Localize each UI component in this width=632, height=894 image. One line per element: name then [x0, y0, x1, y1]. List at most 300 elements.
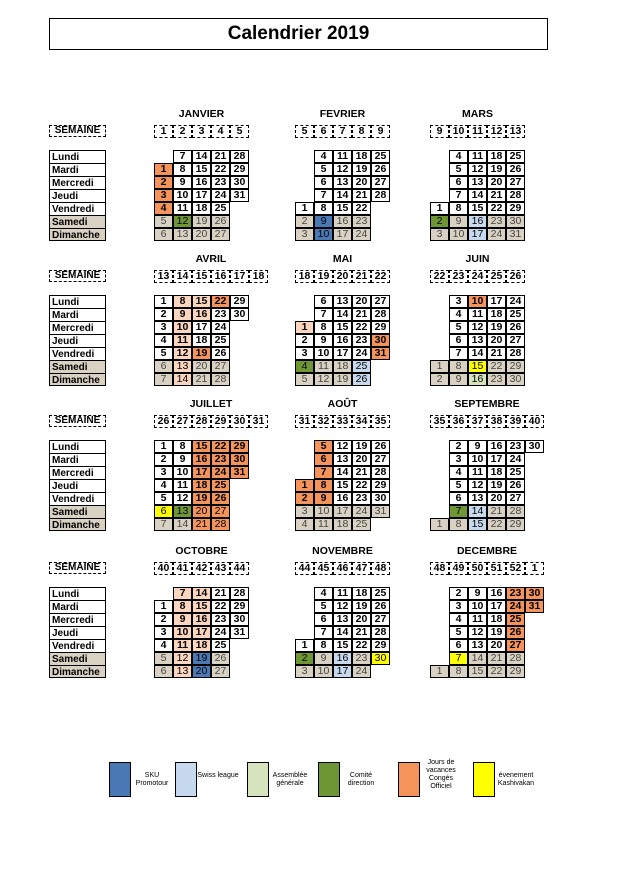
- day-cell: 25: [211, 334, 230, 347]
- week-number: 31: [295, 415, 314, 428]
- day-cell: 13: [173, 360, 192, 373]
- week-number: 36: [449, 415, 468, 428]
- day-cell: 27: [211, 505, 230, 518]
- week-number: 48: [430, 562, 449, 575]
- day-cell: 26: [211, 215, 230, 228]
- week-number: 41: [173, 562, 192, 575]
- day-cell: 20: [192, 360, 211, 373]
- day-cell: 23: [211, 613, 230, 626]
- day-cell: 14: [192, 587, 211, 600]
- day-cell: 14: [468, 347, 487, 360]
- day-cell: 20: [192, 665, 211, 678]
- day-cell: 14: [173, 518, 192, 531]
- month-name: SEPTEMBRE: [454, 398, 520, 410]
- day-cell: 24: [352, 505, 371, 518]
- legend-label-event: évenement Kashivakan: [497, 772, 535, 787]
- day-cell: 15: [333, 639, 352, 652]
- legend-label-comite: Comité direction: [347, 772, 375, 787]
- day-cell: 12: [333, 440, 352, 453]
- day-cell: 22: [487, 665, 506, 678]
- day-cell: 28: [371, 189, 390, 202]
- week-number: 34: [352, 415, 371, 428]
- week-number: 26: [506, 270, 525, 283]
- day-cell: 28: [230, 587, 249, 600]
- day-cell: 27: [371, 176, 390, 189]
- day-cell: 1: [154, 600, 173, 613]
- day-label-vendredi: Vendredi: [49, 639, 106, 652]
- week-number: 18: [295, 270, 314, 283]
- day-cell: 5: [314, 440, 333, 453]
- day-cell: 15: [468, 665, 487, 678]
- day-cell: 20: [352, 295, 371, 308]
- day-cell: 11: [314, 518, 333, 531]
- day-cell: 21: [352, 189, 371, 202]
- day-cell: 16: [192, 308, 211, 321]
- day-cell: 4: [154, 202, 173, 215]
- day-cell: 17: [333, 347, 352, 360]
- day-cell: 30: [230, 613, 249, 626]
- day-cell: 23: [487, 215, 506, 228]
- day-label-samedi: Samedi: [49, 505, 106, 518]
- day-cell: 21: [487, 652, 506, 665]
- week-number: 29: [211, 415, 230, 428]
- day-cell: 16: [333, 334, 352, 347]
- week-number: 21: [352, 270, 371, 283]
- day-cell: 26: [211, 492, 230, 505]
- day-cell: 12: [468, 163, 487, 176]
- day-cell: 17: [333, 228, 352, 241]
- day-cell: 1: [295, 479, 314, 492]
- day-cell: 23: [352, 334, 371, 347]
- day-cell: 9: [449, 373, 468, 386]
- day-cell: 5: [314, 163, 333, 176]
- day-cell: 16: [487, 587, 506, 600]
- day-label-lundi: Lundi: [49, 587, 106, 600]
- day-cell: 22: [487, 360, 506, 373]
- day-cell: 5: [449, 321, 468, 334]
- day-cell: 23: [506, 587, 525, 600]
- day-label-vendredi: Vendredi: [49, 202, 106, 215]
- day-cell: 5: [154, 215, 173, 228]
- day-cell: 2: [295, 492, 314, 505]
- day-cell: 3: [154, 189, 173, 202]
- day-cell: 6: [154, 505, 173, 518]
- day-cell: 5: [154, 347, 173, 360]
- day-cell: 29: [371, 321, 390, 334]
- day-cell: 3: [154, 321, 173, 334]
- day-cell: 20: [352, 176, 371, 189]
- day-cell: 6: [449, 334, 468, 347]
- day-cell: 16: [333, 652, 352, 665]
- week-number: 1: [525, 562, 544, 575]
- day-cell: 14: [468, 505, 487, 518]
- day-cell: 30: [230, 453, 249, 466]
- day-cell: 12: [173, 652, 192, 665]
- day-cell: 23: [211, 308, 230, 321]
- day-cell: 13: [333, 176, 352, 189]
- month-name: JANVIER: [178, 108, 225, 120]
- day-cell: 7: [314, 308, 333, 321]
- legend-label-swiss: Swiss league: [197, 772, 239, 779]
- day-cell: 2: [295, 215, 314, 228]
- day-cell: 3: [154, 466, 173, 479]
- day-cell: 9: [173, 176, 192, 189]
- day-cell: 18: [487, 308, 506, 321]
- day-cell: 9: [314, 215, 333, 228]
- day-cell: 15: [333, 321, 352, 334]
- day-cell: 21: [211, 587, 230, 600]
- day-cell: 30: [371, 652, 390, 665]
- day-cell: 5: [314, 600, 333, 613]
- day-cell: 11: [314, 360, 333, 373]
- day-cell: 27: [371, 453, 390, 466]
- day-cell: 8: [314, 202, 333, 215]
- week-number: 38: [487, 415, 506, 428]
- day-cell: 18: [333, 360, 352, 373]
- day-cell: 19: [352, 163, 371, 176]
- day-cell: 18: [192, 202, 211, 215]
- week-number: 43: [211, 562, 230, 575]
- day-cell: 21: [211, 150, 230, 163]
- week-number: 22: [371, 270, 390, 283]
- legend-swatch-ag: [247, 762, 269, 797]
- week-number: 31: [249, 415, 268, 428]
- day-cell: 11: [468, 150, 487, 163]
- week-number: 20: [333, 270, 352, 283]
- day-cell: 14: [173, 373, 192, 386]
- day-cell: 26: [211, 652, 230, 665]
- day-cell: 31: [230, 466, 249, 479]
- day-cell: 19: [352, 440, 371, 453]
- day-cell: 2: [154, 613, 173, 626]
- day-cell: 3: [295, 228, 314, 241]
- day-cell: 28: [506, 652, 525, 665]
- day-cell: 1: [154, 440, 173, 453]
- month-name: AVRIL: [195, 253, 227, 265]
- day-cell: 19: [192, 215, 211, 228]
- day-cell: 15: [333, 479, 352, 492]
- day-cell: 26: [506, 163, 525, 176]
- day-cell: 2: [430, 373, 449, 386]
- day-cell: 23: [211, 453, 230, 466]
- day-cell: 23: [487, 373, 506, 386]
- month-name: MARS: [462, 108, 493, 120]
- week-number: 9: [371, 125, 390, 138]
- day-cell: 31: [230, 626, 249, 639]
- day-cell: 15: [468, 202, 487, 215]
- day-cell: 12: [173, 347, 192, 360]
- day-cell: 12: [173, 215, 192, 228]
- day-cell: 6: [449, 176, 468, 189]
- day-cell: 26: [506, 321, 525, 334]
- day-cell: 9: [314, 334, 333, 347]
- day-cell: 16: [468, 373, 487, 386]
- day-cell: 15: [192, 295, 211, 308]
- day-cell: 6: [314, 613, 333, 626]
- day-cell: 14: [192, 150, 211, 163]
- week-number: 10: [449, 125, 468, 138]
- day-cell: 30: [525, 587, 544, 600]
- day-cell: 17: [192, 321, 211, 334]
- month-name: JUIN: [465, 253, 490, 265]
- day-cell: 13: [333, 613, 352, 626]
- day-cell: 4: [314, 587, 333, 600]
- week-number: 26: [154, 415, 173, 428]
- week-number: 44: [230, 562, 249, 575]
- day-cell: 2: [295, 334, 314, 347]
- day-cell: 18: [192, 639, 211, 652]
- day-cell: 11: [468, 308, 487, 321]
- day-cell: 6: [449, 492, 468, 505]
- day-cell: 31: [506, 228, 525, 241]
- week-number: 13: [506, 125, 525, 138]
- day-label-jeudi: Jeudi: [49, 189, 106, 202]
- week-number: 45: [314, 562, 333, 575]
- week-number: 48: [371, 562, 390, 575]
- day-cell: 24: [352, 665, 371, 678]
- day-label-jeudi: Jeudi: [49, 479, 106, 492]
- week-number: 35: [430, 415, 449, 428]
- day-cell: 6: [314, 295, 333, 308]
- day-cell: 19: [192, 652, 211, 665]
- day-cell: 2: [430, 215, 449, 228]
- day-label-jeudi: Jeudi: [49, 334, 106, 347]
- day-cell: 4: [449, 466, 468, 479]
- day-cell: 28: [371, 626, 390, 639]
- day-cell: 14: [333, 466, 352, 479]
- day-cell: 16: [192, 176, 211, 189]
- day-cell: 19: [487, 163, 506, 176]
- day-cell: 13: [468, 639, 487, 652]
- day-cell: 26: [371, 440, 390, 453]
- day-cell: 9: [173, 613, 192, 626]
- day-cell: 15: [192, 440, 211, 453]
- week-number: 12: [487, 125, 506, 138]
- day-cell: 26: [371, 600, 390, 613]
- day-cell: 17: [487, 453, 506, 466]
- day-cell: 29: [230, 440, 249, 453]
- week-number: 7: [333, 125, 352, 138]
- legend-label-sku: SKU Promotour: [135, 772, 169, 787]
- day-cell: 20: [192, 228, 211, 241]
- day-cell: 13: [333, 453, 352, 466]
- day-cell: 28: [506, 189, 525, 202]
- day-cell: 13: [333, 295, 352, 308]
- week-number: 42: [192, 562, 211, 575]
- day-cell: 16: [468, 215, 487, 228]
- day-cell: 25: [352, 360, 371, 373]
- day-cell: 27: [506, 492, 525, 505]
- day-cell: 17: [487, 295, 506, 308]
- legend-swatch-conges: [398, 762, 420, 797]
- day-cell: 7: [314, 466, 333, 479]
- day-cell: 27: [371, 613, 390, 626]
- day-cell: 7: [449, 505, 468, 518]
- day-cell: 22: [352, 202, 371, 215]
- day-cell: 26: [506, 626, 525, 639]
- day-cell: 11: [173, 639, 192, 652]
- day-cell: 28: [506, 505, 525, 518]
- day-cell: 20: [487, 176, 506, 189]
- day-cell: 19: [333, 373, 352, 386]
- day-cell: 18: [333, 518, 352, 531]
- month-name: AOÛT: [327, 398, 358, 410]
- day-cell: 19: [487, 321, 506, 334]
- day-cell: 25: [506, 308, 525, 321]
- week-number: 18: [249, 270, 268, 283]
- day-cell: 19: [192, 347, 211, 360]
- day-cell: 19: [192, 492, 211, 505]
- day-cell: 7: [314, 626, 333, 639]
- week-number: 16: [211, 270, 230, 283]
- day-cell: 12: [333, 163, 352, 176]
- day-cell: 26: [371, 163, 390, 176]
- day-cell: 31: [371, 347, 390, 360]
- day-cell: 1: [154, 163, 173, 176]
- week-number: 14: [173, 270, 192, 283]
- day-label-mardi: Mardi: [49, 308, 106, 321]
- page-title: Calendrier 2019: [49, 18, 548, 50]
- day-cell: 19: [352, 600, 371, 613]
- day-cell: 19: [487, 626, 506, 639]
- day-label-vendredi: Vendredi: [49, 347, 106, 360]
- day-cell: 20: [487, 639, 506, 652]
- day-cell: 22: [352, 321, 371, 334]
- week-number: 49: [449, 562, 468, 575]
- day-cell: 24: [506, 600, 525, 613]
- week-number: 24: [468, 270, 487, 283]
- day-cell: 22: [211, 163, 230, 176]
- day-label-mercredi: Mercredi: [49, 466, 106, 479]
- day-cell: 6: [154, 360, 173, 373]
- day-cell: 17: [487, 600, 506, 613]
- week-number: 5: [230, 125, 249, 138]
- day-cell: 4: [449, 613, 468, 626]
- day-cell: 4: [154, 334, 173, 347]
- day-cell: 23: [506, 440, 525, 453]
- day-cell: 11: [333, 150, 352, 163]
- day-cell: 26: [211, 347, 230, 360]
- day-cell: 7: [449, 189, 468, 202]
- day-cell: 17: [468, 228, 487, 241]
- day-cell: 6: [314, 176, 333, 189]
- day-cell: 1: [295, 321, 314, 334]
- day-cell: 3: [449, 453, 468, 466]
- day-cell: 11: [173, 202, 192, 215]
- day-cell: 25: [211, 639, 230, 652]
- day-cell: 1: [430, 360, 449, 373]
- day-cell: 25: [211, 479, 230, 492]
- day-cell: 1: [154, 295, 173, 308]
- day-cell: 9: [449, 215, 468, 228]
- day-cell: 21: [487, 189, 506, 202]
- day-cell: 21: [192, 518, 211, 531]
- legend-swatch-comite: [318, 762, 340, 797]
- day-label-mercredi: Mercredi: [49, 176, 106, 189]
- day-label-mercredi: Mercredi: [49, 613, 106, 626]
- week-number: 17: [230, 270, 249, 283]
- day-cell: 15: [192, 163, 211, 176]
- day-cell: 2: [154, 308, 173, 321]
- day-cell: 20: [487, 334, 506, 347]
- day-cell: 17: [333, 665, 352, 678]
- day-cell: 27: [506, 334, 525, 347]
- day-cell: 15: [468, 360, 487, 373]
- day-cell: 3: [449, 600, 468, 613]
- day-cell: 29: [506, 518, 525, 531]
- day-cell: 17: [192, 626, 211, 639]
- semaine-label: SEMAINE: [49, 125, 106, 137]
- day-cell: 29: [506, 360, 525, 373]
- day-cell: 27: [506, 639, 525, 652]
- day-cell: 7: [314, 189, 333, 202]
- semaine-label: SEMAINE: [49, 270, 106, 282]
- week-number: 4: [211, 125, 230, 138]
- day-cell: 10: [173, 466, 192, 479]
- day-cell: 28: [506, 347, 525, 360]
- day-cell: 22: [211, 600, 230, 613]
- day-cell: 12: [314, 373, 333, 386]
- week-number: 27: [173, 415, 192, 428]
- day-cell: 11: [173, 479, 192, 492]
- day-cell: 30: [525, 440, 544, 453]
- day-cell: 13: [468, 492, 487, 505]
- legend-label-ag: Assemblée générale: [272, 772, 308, 787]
- day-cell: 29: [371, 639, 390, 652]
- day-cell: 1: [430, 202, 449, 215]
- day-cell: 7: [154, 373, 173, 386]
- day-cell: 9: [314, 652, 333, 665]
- day-cell: 29: [506, 665, 525, 678]
- day-cell: 12: [468, 479, 487, 492]
- day-cell: 6: [154, 228, 173, 241]
- day-cell: 22: [211, 440, 230, 453]
- day-cell: 18: [487, 613, 506, 626]
- day-cell: 16: [192, 453, 211, 466]
- day-cell: 1: [295, 639, 314, 652]
- day-cell: 30: [371, 492, 390, 505]
- week-number: 37: [468, 415, 487, 428]
- day-cell: 7: [173, 150, 192, 163]
- day-cell: 2: [449, 587, 468, 600]
- day-cell: 22: [211, 295, 230, 308]
- day-cell: 26: [352, 373, 371, 386]
- week-number: 25: [487, 270, 506, 283]
- week-number: 5: [295, 125, 314, 138]
- day-cell: 22: [487, 202, 506, 215]
- week-number: 44: [295, 562, 314, 575]
- day-cell: 20: [192, 505, 211, 518]
- week-number: 32: [314, 415, 333, 428]
- week-number: 39: [506, 415, 525, 428]
- day-cell: 8: [173, 600, 192, 613]
- day-cell: 16: [192, 613, 211, 626]
- day-cell: 28: [211, 373, 230, 386]
- day-label-dimanche: Dimanche: [49, 373, 106, 386]
- day-label-mardi: Mardi: [49, 600, 106, 613]
- day-cell: 21: [352, 466, 371, 479]
- day-cell: 5: [449, 163, 468, 176]
- day-cell: 7: [154, 518, 173, 531]
- day-cell: 13: [468, 334, 487, 347]
- day-cell: 18: [192, 334, 211, 347]
- week-number: 9: [430, 125, 449, 138]
- day-cell: 17: [192, 466, 211, 479]
- day-cell: 8: [173, 163, 192, 176]
- day-cell: 10: [468, 453, 487, 466]
- day-cell: 18: [487, 466, 506, 479]
- week-number: 6: [314, 125, 333, 138]
